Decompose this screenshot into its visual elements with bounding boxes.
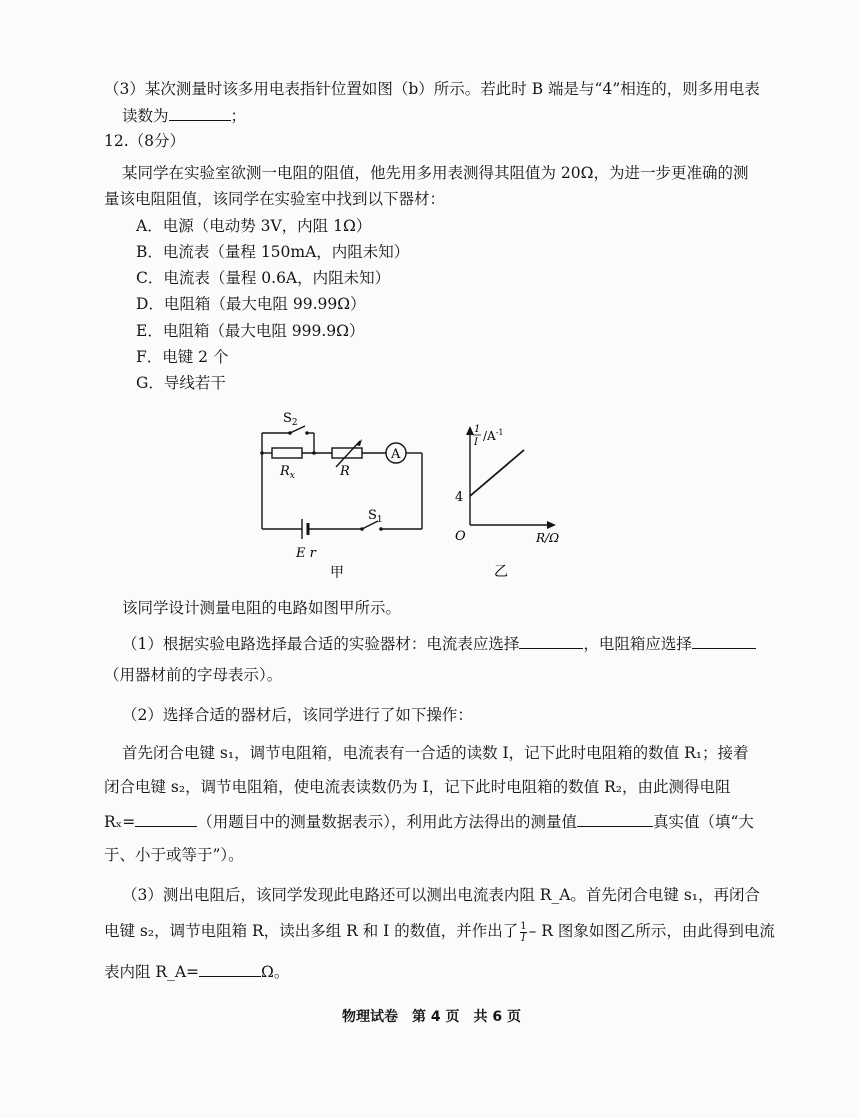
part2-line4-prefix: Rₓ= (104, 813, 136, 831)
y-label-denominator: I (474, 437, 478, 448)
q3-prev-line2-prefix: 读数为 (122, 107, 169, 125)
part2-line4-suffix: 真实值（填“大 (653, 813, 754, 831)
part3-line3 (104, 960, 289, 983)
rx-answer-blank[interactable] (135, 810, 197, 827)
r-label: R (340, 464, 350, 479)
page-footer: 物理试卷 第 4 页 共 6 页 (342, 1009, 521, 1025)
ammeter-label: A (391, 447, 401, 462)
comparison-answer-blank[interactable] (577, 810, 653, 827)
part3-line1: （3）测出电阻后，该同学发现此电路还可以测出电流表内阻 R_A。首先闭合电键 s₁，再闭合 (122, 886, 761, 904)
circuit-caption: 甲 (330, 565, 344, 581)
circuit-diagram (250, 405, 440, 585)
q12-intro-line2: 量该电阻阻值，该同学在实验室中找到以下器材： (104, 190, 446, 208)
y-intercept-label: 4 (455, 490, 464, 505)
resistor-box-answer-blank[interactable] (692, 632, 756, 649)
rx-label: $R_x$ (280, 464, 295, 481)
y-label-numerator: 1 (474, 424, 481, 435)
part3-line2-suffix: – R 图象如图乙所示，由此得到电流 (528, 922, 775, 940)
part1-line1 (122, 632, 756, 655)
item-a: A．电源（电动势 3V，内阻 1Ω） (136, 217, 372, 235)
y-label-unit: $/A^{-1}$ (483, 428, 504, 443)
ammeter-answer-blank[interactable] (519, 632, 583, 649)
battery-label: E r (296, 546, 316, 561)
part2-line2: 首先闭合电键 s₁，调节电阻箱，电流表有一合适的读数 I，记下此时电阻箱的数值 R₁；接着 (122, 744, 749, 762)
answer-blank[interactable] (169, 104, 231, 121)
part2-line5: 于、小于或等于”）。 (104, 846, 244, 864)
q12-intro-line1: 某同学在实验室欲测一电阻的阻值，他先用多用表测得其阻值为 20Ω，为进一步更准确的测 (122, 164, 749, 182)
s1-label: $S_1$ (368, 508, 383, 525)
inverse-current-fraction (520, 921, 526, 944)
x-axis-label: R/Ω (536, 531, 560, 545)
item-d: D．电阻箱（最大电阻 99.99Ω） (136, 295, 366, 313)
part2-line1: （2）选择合适的器材后，该同学进行了如下操作： (122, 706, 473, 724)
item-f: F．电键 2 个 (136, 348, 229, 366)
part2-line4 (104, 810, 754, 833)
part1-prefix: （1）根据实验电路选择最合适的实验器材：电流表应选择 (122, 635, 520, 653)
design-line: 该同学设计测量电阻的电路如图甲所示。 (122, 599, 402, 617)
part2-line3: 闭合电键 s₂，调节电阻箱，使电流表读数仍为 I，记下此时电阻箱的数值 R₂，由此测得电阻 (104, 778, 731, 796)
ra-answer-blank[interactable] (199, 960, 261, 977)
part3-line2-prefix: 电键 s₂，调节电阻箱 R，读出多组 R 和 I 的数值，并作出了 (104, 922, 519, 940)
item-g: G．导线若干 (136, 374, 226, 392)
origin-label: O (455, 529, 466, 544)
q3-prev-line1: （3）某次测量时该多用电表指针位置如图（b）所示。若此时 B 端是与“4”相连的，则多用电表 (104, 80, 760, 98)
fraction-numerator: 1 (520, 920, 527, 932)
item-b: B．电流表（量程 150mA，内阻未知） (136, 243, 410, 261)
graph-caption: 乙 (494, 564, 508, 580)
part1-line2: （用器材前的字母表示）。 (104, 666, 283, 684)
q12-header: 12.（8分） (104, 132, 186, 150)
q3-prev-line2-suffix: ； (230, 107, 247, 125)
item-c: C．电流表（量程 0.6A，内阻未知） (136, 269, 391, 287)
part2-line4-mid: （用题目中的测量数据表示），利用此方法得出的测量值 (197, 813, 577, 831)
part3-line3-prefix: 表内阻 R_A= (104, 963, 200, 981)
item-e: E．电阻箱（最大电阻 999.9Ω） (136, 322, 365, 340)
graph-inverse-current (450, 420, 570, 580)
part3-line2 (104, 920, 775, 944)
part1-mid: ，电阻箱应选择 (583, 635, 692, 653)
fraction-denominator: I (521, 932, 526, 944)
s2-label: $S_2$ (283, 411, 298, 428)
part3-line3-suffix: Ω。 (261, 963, 290, 981)
q3-prev-line2 (122, 104, 246, 127)
